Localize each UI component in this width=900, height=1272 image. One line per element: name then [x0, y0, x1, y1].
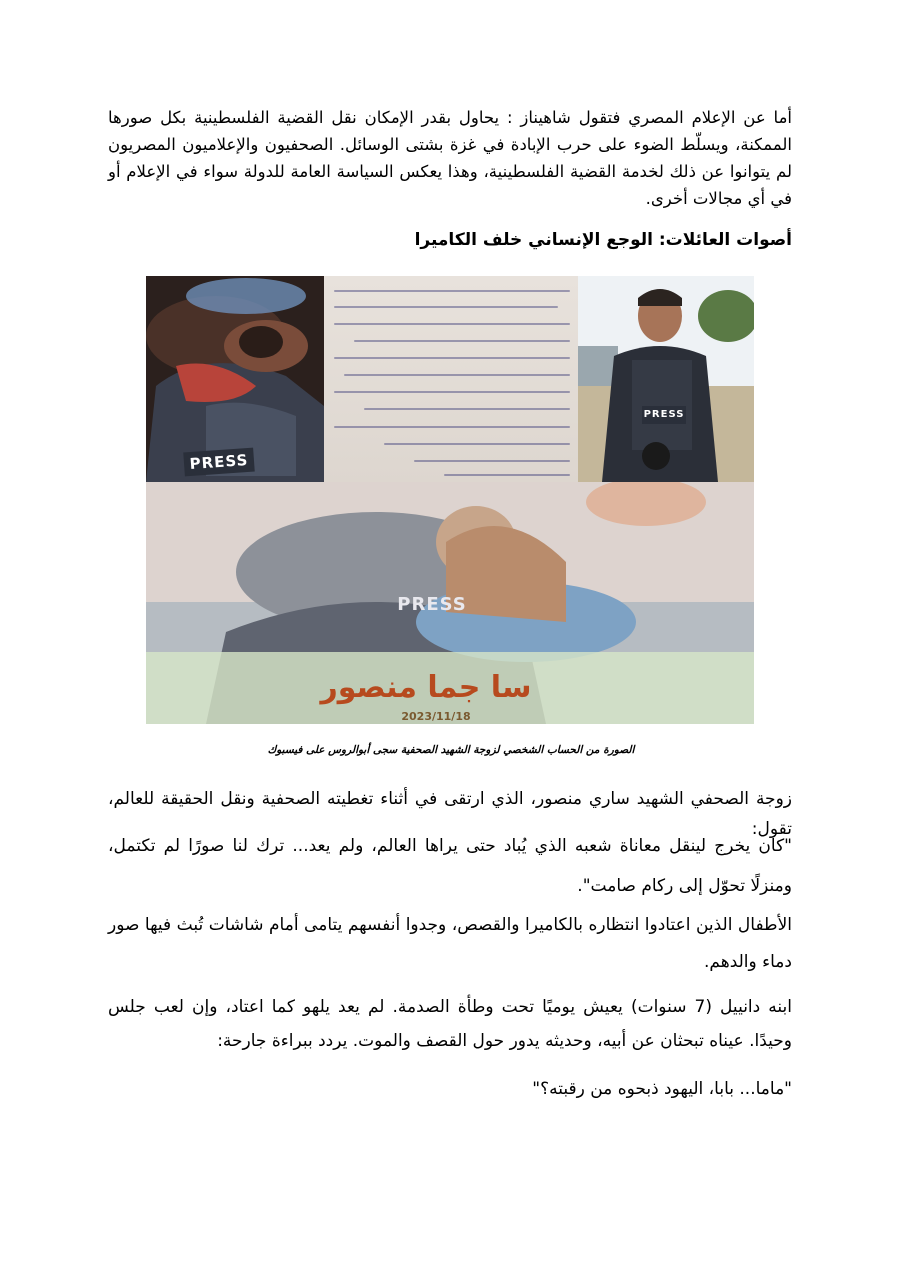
image-caption: الصورة من الحساب الشخصي لزوجة الشهيد الصحفية سجى أبوالروس على فيسبوك — [267, 744, 635, 756]
photo-collage — [146, 276, 754, 724]
journalist-portrait-illustration — [578, 276, 754, 482]
section-heading: أصوات العائلات: الوجع الإنساني خلف الكاميرا — [414, 230, 792, 250]
child-embrace-photo — [146, 482, 754, 724]
quote-paragraph: "ماما... بابا، اليهود ذبحوه من رقبته؟" — [532, 1079, 792, 1099]
intro-paragraph: أما عن الإعلام المصري فتقول شاهيناز : يحاول بقدر الإمكان نقل القضية الفلسطينية بكل صورها الممكنة، ويسلّط الضوء على حرب الإبادة في غزة بشتى الوسائل. الصحفيون والإعلاميون المصريون لم يتوانوا عن ذلك لخدمة القضية الفلسطينية، وهذا يعكس السياسة العامة للدولة سواء في الإعلام أو في أي مجالات أخرى. — [108, 108, 792, 208]
press-vest-label: PRESS — [397, 594, 467, 615]
body-paragraph: زوجة الصحفي الشهيد ساري منصور، الذي ارتقى في أثناء تغطيته الصحفية ونقل الحقيقة للعالم، تقول: — [108, 789, 792, 839]
quote-paragraph: "كان يخرج لينقل معاناة شعبه الذي يُباد حتى يراها العالم، ولم يعد... ترك لنا صورًا لم تكتمل، ومنزلًا تحوّل إلى ركام صامت". — [108, 836, 792, 896]
journalist-portrait-photo — [578, 276, 754, 482]
handwritten-letter-photo — [324, 276, 578, 482]
body-paragraph: الأطفال الذين اعتادوا انتظاره بالكاميرا والقصص، وجدوا أنفسهم يتامى أمام شاشات تُبث فيها صور دماء والدهم. — [108, 915, 792, 972]
body-paragraph: ابنه دانييل (7 سنوات) يعيش يوميًا تحت وطأة الصدمة. لم يعد يلهو كما اعتاد، وإن لعب جلس وحيدًا. عيناه تبحثان عن أبيه، وحديثه يدور حول القصف والموت. يردد ببراءة جارحة: — [108, 997, 792, 1051]
press-vest-label: PRESS — [642, 406, 686, 424]
memorial-banner-name: سا جما منصور — [320, 670, 532, 705]
memorial-banner-date: 2023/11/18 — [401, 710, 471, 723]
press-vest-label: PRESS — [183, 448, 255, 477]
wounded-journalist-photo — [146, 276, 324, 482]
